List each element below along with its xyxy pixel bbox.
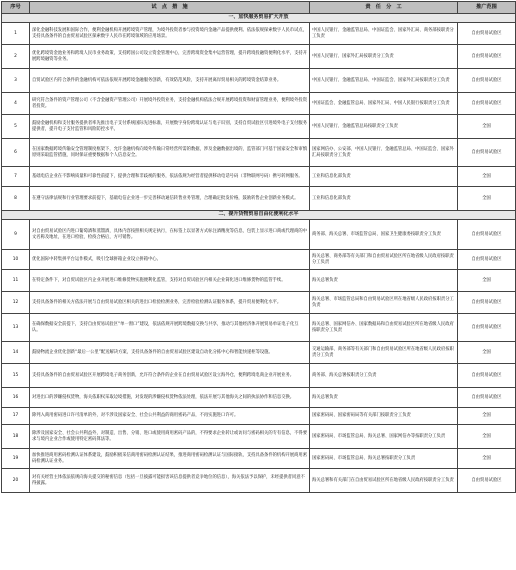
row-number: 13 [2,314,30,342]
measure-text: 除列入商用密码进口许可清单的外，对不涉及国家安全、社会公共利益的商用密码产品，不再实施进口许可。 [30,408,310,425]
scope-text: 自由贸易试验区 [458,220,516,250]
duty-text: 国家密码局、市场监管总局、海关总署按职责分工负责 [310,449,458,469]
measure-text: 基础电信企业在不影响质量和可靠性前提下，提供合理和非歧视的服务，依法依规为经营者提供移动电话号码（非物联网号码）携号转网服务。 [30,167,310,187]
row-number: 15 [2,364,30,388]
duty-text: 中国人民银行、金融监管总局、中国证监会、国家外汇局、商务部按职责分工负责 [310,23,458,45]
table-row [2,270,516,292]
table-row [2,388,516,408]
row-number: 10 [2,250,30,270]
table-body [2,14,516,493]
scope-text: 自由贸易试验区 [458,139,516,167]
scope-text: 全国 [458,115,516,139]
measures-table [1,1,516,493]
measure-text: 鼓励物流企业优化创新“最后一公里”配送解决方案，支持具备条件的自由贸易试验区建设自动化分拣中心和智能快递柜等设施。 [30,342,310,364]
row-number: 12 [2,292,30,314]
row-number: 17 [2,408,30,425]
table-row [2,69,516,93]
row-number: 9 [2,220,30,250]
duty-text: 商务部、海关总署、市场监管总局、国家卫生健康委按职责分工负责 [310,220,458,250]
table-row [2,250,516,270]
row-number: 20 [2,469,30,493]
duty-text: 海关总署负责 [310,270,458,292]
measure-text: 优化跨境资金池业务和跨境人民币业务政策，支持跨国公司设立资金管理中心，完善跨境资金集中运营管理，提升跨境投融资便利化水平，支持开展跨境融资等业务。 [30,45,310,69]
scope-text: 自由贸易试验区 [458,388,516,408]
measure-text: 深化金融科技发展和国际合作，便利金融机构开展跨境资产管理，为境外投资者参与投资境内金融产品提供便利。依法依规探索数字人民币试点，支持具备条件的自由贸易试验区探索数字人民币在跨境领域的应用场景。 [30,23,310,45]
scope-text: 全国 [458,270,516,292]
row-number: 3 [2,69,30,93]
measure-text: 在遵守法律法规和行业管理要求前提下，基础电信企业进一步完善移动通信转售业务管理，合理确定批发价格，鼓励转售企业创新业务模式。 [30,187,310,211]
measure-text: 在确保数据安全前提下，支持自由贸易试验区“单一窗口”建设，依法依规开展跨境数据交换与共享，推动与其他经济体开展贸易单证电子化互认。 [30,314,310,342]
scope-text: 自由贸易试验区 [458,45,516,69]
table-row [2,469,516,493]
table-row [2,314,516,342]
section-row [2,14,516,23]
duty-text: 海关总署、国家网信办、国家数据局和自由贸易试验区所在地省级人民政府按职责分工负责 [310,314,458,342]
table-row [2,187,516,211]
measure-text: 支持具备条件的自由贸易试验区开展跨境电子商务创新，允许符合条件的企业在自由贸易试验区设立海外仓，便利跨境电商企业开展业务。 [30,364,310,388]
scope-text: 自由贸易试验区 [458,23,516,45]
row-number: 8 [2,187,30,211]
measure-text: 在国家数据跨境传输安全管理制度框架下，允许金融机构向境外传输日常经营所需的数据，涉及金融数据出境的，监管部门可基于国家安全和审慎原则采取监管措施，同时保证重要数据和个人信息安全。 [30,139,310,167]
measure-text: 对有关经营主体依法依规向海关提交的秘密信息（包括一旦披露可能损害该信息提供者竞争地位的信息），海关依法予以保护，未经提供者同意不得披露。 [30,469,310,493]
row-number: 11 [2,270,30,292]
measure-text: 支持具备条件的相关方依法开展与自由贸易试验区相关的进出口检验检测业务，完善检验检测认证服务体系，提升贸易便利化水平。 [30,292,310,314]
measure-text: 鼓励金融机构和支付服务提供者率先推出电子支付系统国际先进标准，开展数字身份跨境认证与电子识别，支持自贸试验区引进境外电子支付服务提供者，提升电子支付监管和风险防控水平。 [30,115,310,139]
measure-text: 自贸试验区内符合条件的金融机构可依法依规开展跨境金融服务创新，有效防范风险，支持开展离岸贸易相关的跨境资金结算业务。 [30,69,310,93]
table-row [2,364,516,388]
scope-text: 自由贸易试验区 [458,292,516,314]
duty-text: 海关总署、商务部等有关部门和自由贸易试验区所在地省级人民政府按职责分工负责 [310,250,458,270]
scope-text: 全国 [458,449,516,469]
row-number: 16 [2,388,30,408]
scope-text: 自由贸易试验区 [458,364,516,388]
row-number: 5 [2,115,30,139]
row-number: 19 [2,449,30,469]
duty-text: 中国人民银行、金融监管总局按职责分工负责 [310,115,458,139]
measure-text: 在特定条件下，对自贸试验区内企业开展进口维修货物实施便利化监管，支持对自贸试验区内相关企业简化进口维修货物的监管手续。 [30,270,310,292]
duty-text: 中国人民银行、金融监管总局、中国证监会、国家外汇局按职责分工负责 [310,69,458,93]
header-duty: 责 任 分 工 [310,2,458,14]
duty-text: 国家密码局、市场监管总局、海关总署、国家网信办等按职责分工负责 [310,425,458,449]
scope-text: 自由贸易试验区 [458,469,516,493]
header-measure: 试 点 措 施 [30,2,310,14]
duty-text: 海关总署负责 [310,388,458,408]
scope-text: 全国 [458,408,516,425]
scope-text: 自由贸易试验区 [458,93,516,115]
row-number: 14 [2,342,30,364]
duty-text: 商务部、海关总署按职责分工负责 [310,364,458,388]
section-row [2,211,516,220]
duty-text: 国家网信办、公安部、中国人民银行、金融监管总局、中国证监会、国家外汇局按职责分工负责 [310,139,458,167]
table-row [2,292,516,314]
table-row [2,167,516,187]
measure-text: 对自由贸易试验区内进口葡萄酒和蒸馏酒，具体内容按照相关规定执行，在标签上以显著方式标注酒精度等信息，包装上显示进口商或代理商的中文名称及地址，在进口检验、检疫合格后，方可销售。 [30,220,310,250]
scope-text: 自由贸易试验区 [458,69,516,93]
section-title: 二、提升货物贸易自由化便利化水平 [2,211,516,220]
table-row [2,23,516,45]
measure-text: 研究符合条件的资产管理公司（不含金融资产管理公司）开展境外投资业务，支持金融机构依法合规开展跨境投资和财富管理业务，便利境外投资者投资。 [30,93,310,115]
duty-text: 工业和信息化部负责 [310,167,458,187]
row-number: 4 [2,93,30,115]
measure-text: 除涉及国家安全、社会公共利益外，对制造、出售、分销、进口或使用商用密码产品的，不得要求企业转让或访问与密码相关的专有信息，不得要求与境内企业合作或使用特定密码算法等。 [30,425,310,449]
table-row [2,449,516,469]
section-title: 一、加快服务贸易扩大开放 [2,14,516,23]
header-no: 序号 [2,2,30,14]
measure-text: 优化国际中转集拼平台运作模式，吸引全球拼箱企业设立拼箱中心。 [30,250,310,270]
measure-text: 对进出口的涉嫌侵权货物，海关依职权采取边境措施，对发现的涉嫌侵权货物依法处理，依法开展与其他海关之间的执法协作和信息交换。 [30,388,310,408]
row-number: 6 [2,139,30,167]
table-row [2,45,516,69]
table-row [2,93,516,115]
table-row [2,115,516,139]
table-row [2,425,516,449]
row-number: 2 [2,45,30,69]
duty-text: 交通运输部、商务部等有关部门和自由贸易试验区所在地省级人民政府按职责分工负责 [310,342,458,364]
table-row [2,139,516,167]
scope-text: 全国 [458,425,516,449]
scope-text: 自由贸易试验区 [458,250,516,270]
scope-text: 自由贸易试验区 [458,314,516,342]
duty-text: 工业和信息化部负责 [310,187,458,211]
row-number: 18 [2,425,30,449]
header-row [2,2,516,14]
table-row [2,342,516,364]
duty-text: 海关总署、市场监管总局和自由贸易试验区所在地省级人民政府按职责分工负责 [310,292,458,314]
row-number: 1 [2,23,30,45]
measure-text: 加快推进商用密码检测认证体系建设，鼓励积极采信商用密码检测认证结果，推进商用密码检测认证与国际接轨，支持具备条件的机构开展商用密码检测认证业务。 [30,449,310,469]
row-number: 7 [2,167,30,187]
scope-text: 全国 [458,187,516,211]
duty-text: 海关总署和有关部门在自由贸易试验区所在地省级人民政府按职责分工负责 [310,469,458,493]
header-scope: 推广范围 [458,2,516,14]
duty-text: 中国证监会、金融监管总局、国家外汇局、中国人民银行按职责分工负责 [310,93,458,115]
table-row [2,408,516,425]
table-row [2,220,516,250]
duty-text: 国家密码局、国家密码局等有关部门按职责分工负责 [310,408,458,425]
duty-text: 中国人民银行、国家外汇局按职责分工负责 [310,45,458,69]
scope-text: 全国 [458,167,516,187]
scope-text: 全国 [458,342,516,364]
